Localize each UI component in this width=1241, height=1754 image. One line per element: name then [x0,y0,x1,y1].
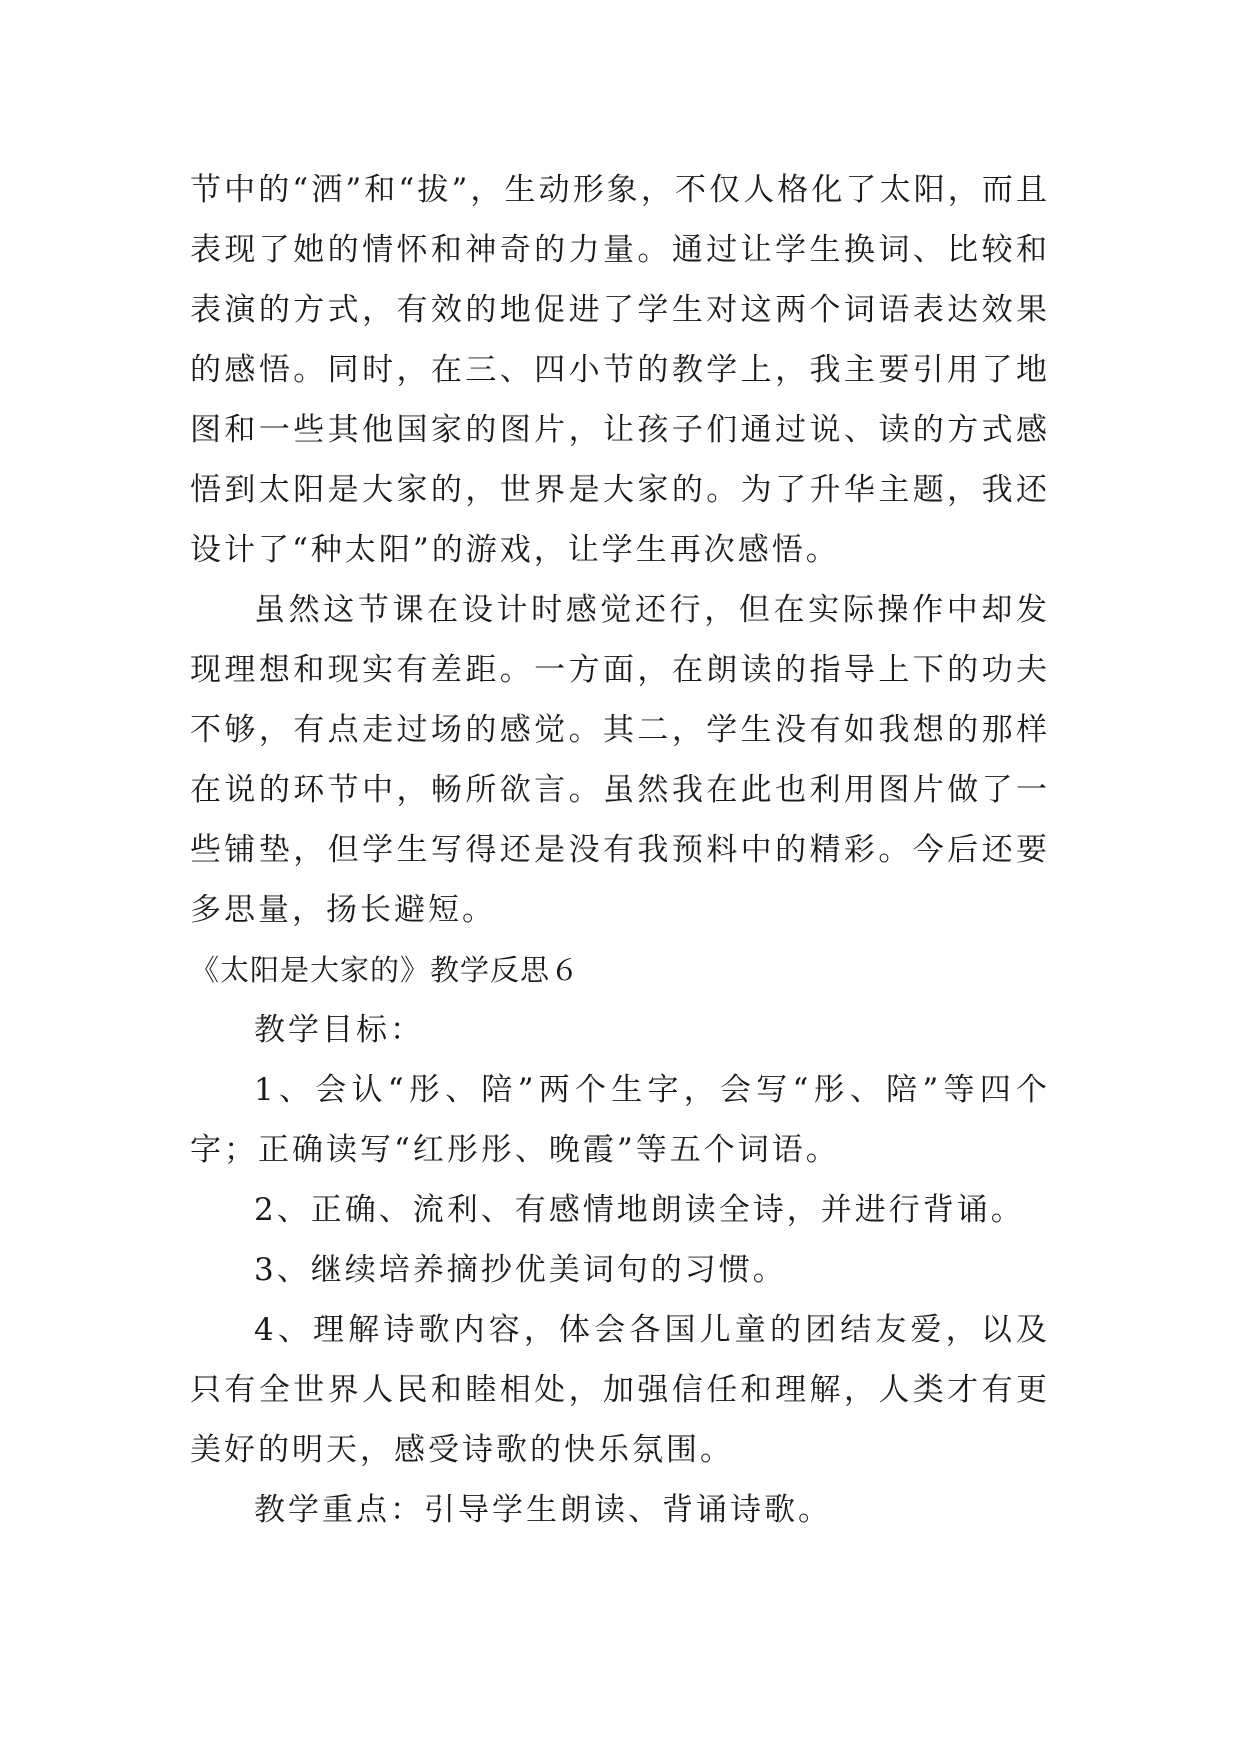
section-title: 《太阳是大家的》教学反思６ [190,953,581,987]
document-page [190,160,1050,1540]
paragraph-reflection: 虽然这节课在设计时感觉还行，但在实际操作中却发现理想和现实有差距。一方面，在朗读的指导上下的功夫不够，有点走过场的感觉。其二，学生没有如我想的那样在说的环节中，畅所欲言。虽然我在此也利用图片做了一些铺垫，但学生写得还是没有我预料中的精彩。今后还要多思量，扬长避短。 [190,592,1050,928]
goal-item-3: 3、继续培养摘抄优美词句的习惯。 [254,1252,787,1288]
paragraph-continuation: 节中的“洒”和“拔”，生动形象，不仅人格化了太阳，而且表现了她的情怀和神奇的力量。通过让学生换词、比较和表演的方式，有效的地促进了学生对这两个词语表达效果的感悟。同时，在三、四小节的教学上，我主要引用了地图和一些其他国家的图片，让孩子们通过说、读的方式感悟到太阳是大家的，世界是大家的。为了升华主题，我还设计了“种太阳”的游戏，让学生再次感悟。 [190,172,1050,568]
goal-item-4: 4、理解诗歌内容，体会各国儿童的团结友爱，以及只有全世界人民和睦相处，加强信任和理解，人类才有更美好的明天，感受诗歌的快乐氛围。 [190,1312,1050,1468]
goals-label: 教学目标： [254,1012,424,1048]
goal-item-1: 1、会认“彤、陪”两个生字，会写“彤、陪”等四个字；正确读写“红彤彤、晚霞”等五个词语。 [190,1072,1050,1168]
goal-item-2: 2、正确、流利、有感情地朗读全诗，并进行背诵。 [254,1192,1025,1228]
key-point: 教学重点：引导学生朗读、背诵诗歌。 [254,1492,832,1528]
